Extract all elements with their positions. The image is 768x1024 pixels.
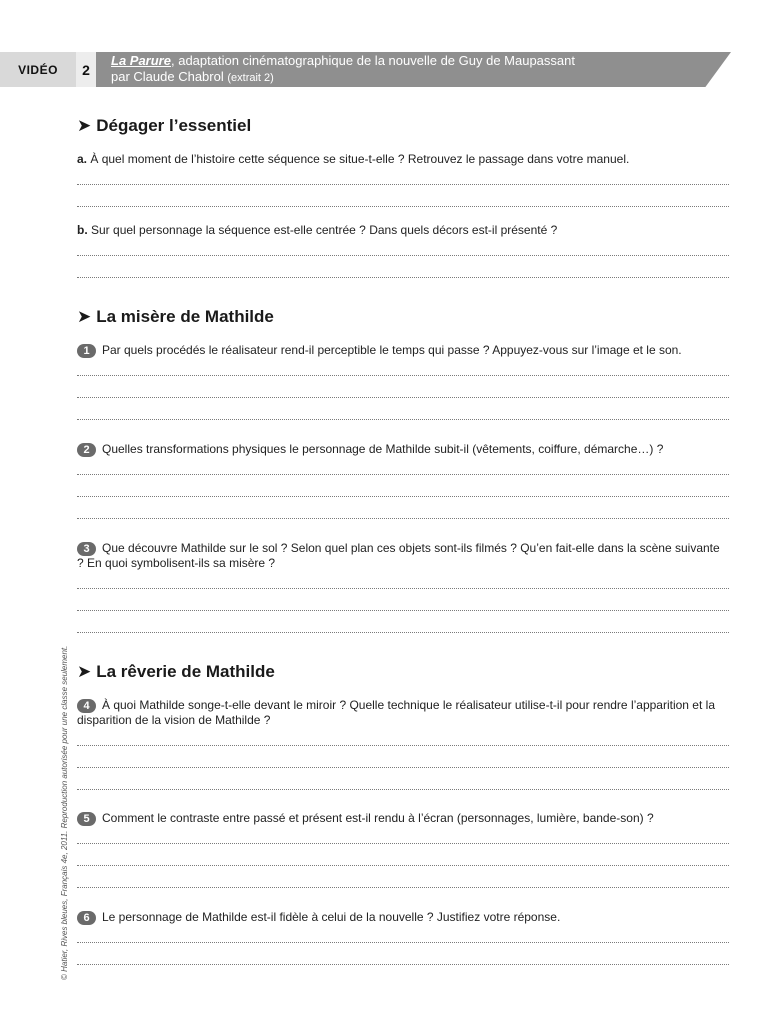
question-a: a. À quel moment de l’histoire cette séquence se situe-t-elle ? Retrouvez le passage dans votre manuel. <box>77 152 630 166</box>
question-number-badge: 2 <box>77 443 96 457</box>
answer-line[interactable] <box>77 887 729 888</box>
answer-line[interactable] <box>77 865 729 866</box>
section-title-misere: ➤ La misère de Mathilde <box>77 307 274 326</box>
question-number-badge: 3 <box>77 542 96 556</box>
answer-line[interactable] <box>77 206 729 207</box>
answer-line[interactable] <box>77 610 729 611</box>
video-number: 2 <box>76 52 96 87</box>
title-line2-small: (extrait 2) <box>227 72 274 84</box>
answer-line[interactable] <box>77 375 729 376</box>
section-title-reverie: ➤ La rêverie de Mathilde <box>77 662 275 681</box>
question-b: b. Sur quel personnage la séquence est-elle centrée ? Dans quels décors est-il présenté ? <box>77 223 558 237</box>
arrow-icon: ➤ <box>77 116 92 135</box>
answer-line[interactable] <box>77 964 729 965</box>
copyright-notice: © Hatier, Rives bleues, Français 4e, 2011. Reproduction autorisée pour une classe seulement. <box>60 645 69 980</box>
video-label: VIDÉO <box>0 52 76 87</box>
question-4: 4 À quoi Mathilde songe-t-elle devant le miroir ? Quelle technique le réalisateur utilise-t-il pour rendre l’apparition et la disparition de la vision de Mathilde ? <box>77 698 715 727</box>
answer-line[interactable] <box>77 496 729 497</box>
arrow-icon: ➤ <box>77 307 92 326</box>
arrow-icon: ➤ <box>77 662 92 681</box>
answer-line[interactable] <box>77 588 729 589</box>
answer-line[interactable] <box>77 255 729 256</box>
answer-line[interactable] <box>77 474 729 475</box>
answer-line[interactable] <box>77 397 729 398</box>
answer-line[interactable] <box>77 767 729 768</box>
question-2: 2 Quelles transformations physiques le personnage de Mathilde subit-il (vêtements, coiffure, démarche…) ? <box>77 442 729 457</box>
answer-line[interactable] <box>77 184 729 185</box>
question-number-badge: 1 <box>77 344 96 358</box>
answer-line[interactable] <box>77 789 729 790</box>
answer-line[interactable] <box>77 632 729 633</box>
question-number-badge: 4 <box>77 699 96 713</box>
answer-line[interactable] <box>77 277 729 278</box>
section-title-essentiel: ➤ Dégager l’essentiel <box>77 116 252 135</box>
answer-line[interactable] <box>77 843 729 844</box>
question-3: 3 Que découvre Mathilde sur le sol ? Selon quel plan ces objets sont-ils filmés ? Qu’en fait-elle dans la scène suivante ? En quoi symbolisent-ils sa misère ? <box>77 541 720 570</box>
answer-line[interactable] <box>77 942 729 943</box>
question-label: a. <box>77 152 88 166</box>
title-italic: La Parure <box>111 53 171 68</box>
question-number-badge: 6 <box>77 911 96 925</box>
answer-line[interactable] <box>77 518 729 519</box>
answer-line[interactable] <box>77 745 729 746</box>
header-title <box>111 52 711 86</box>
question-number-badge: 5 <box>77 812 96 826</box>
title-line2: par Claude Chabrol <box>111 69 228 84</box>
answer-line[interactable] <box>77 419 729 420</box>
title-rest: , adaptation cinématographique de la nouvelle de Guy de Maupassant <box>170 53 575 68</box>
question-6: 6 Le personnage de Mathilde est-il fidèle à celui de la nouvelle ? Justifiez votre réponse. <box>77 910 729 925</box>
question-5: 5 Comment le contraste entre passé et présent est-il rendu à l’écran (personnages, lumière, bande-son) ? <box>77 811 729 826</box>
question-label: b. <box>77 223 88 237</box>
question-1: 1 Par quels procédés le réalisateur rend-il perceptible le temps qui passe ? Appuyez-vous sur l’image et le son. <box>77 343 729 358</box>
